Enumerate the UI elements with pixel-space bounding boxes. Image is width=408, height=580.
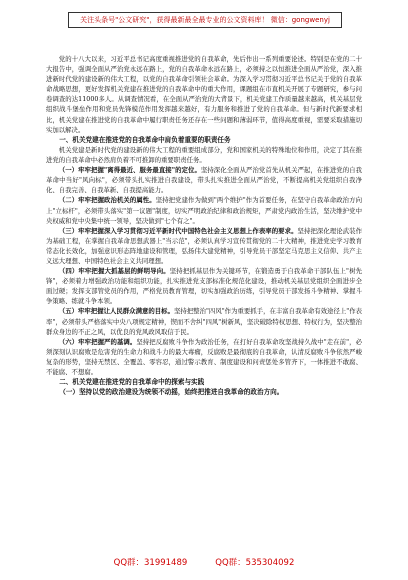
section-heading: [46, 377, 362, 387]
paragraph-lead: （一）牢牢把握"离得最近、服务最直接"的定位。: [58, 166, 201, 175]
paragraph-text: 二、机关党建在推进党的自我革命中的探索与实践: [59, 378, 205, 387]
paragraph-text: 党的十八大以来，习近平总书记高度重视推进党的自我革命，先后作出一系列重要论述。特别是在党的二十大报告中，强调全面从严治党永远在路上，党的自我革命永远在路上，必须持之以恒推进全面从严治党，深入推进新时代党的建设新的伟大工程，以党的自我革命引领社会革命。为深入学习贯彻习近平总书记关于党的自我革命战略思想，更好发挥机关党建在推进党的自我革命中的重大作用，课题组在市直机关开展了专题研究，参与问卷调查的达11000多人。从调查情况看，在全面从严治党的大背景下，机关党建工作质量越来越高，机关基层党组织战斗堡垒作用和党员先锋模范作用发挥越来越好，有力服务和推进了党的自我革命。但与新时代新要求相比，机关党建在推进党的自我革命中履行职责任务还存在一些问题和薄弱环节，值得高度重视，需要采取措施切实加以解决。: [46, 55, 362, 134]
paragraph-lead: （四）牢牢把握大抓基层的鲜明导向。: [58, 267, 170, 276]
paragraph-text: 坚持把党建作为做到"两个维护"作为首要任务，在坚守自我革命政治方向上"立标杆"，必须带头落实"第一议题"制度，切实严明政治纪律和政治规矩，严肃党内政治生活，坚决维护党中央权威和党中央集中统一领导，坚决做到"七个有之"。: [46, 196, 362, 225]
body-paragraph: [46, 266, 362, 306]
qq-group-2: QQ群：535304092: [215, 558, 295, 568]
paragraph-text: 坚持把整治"四风"作为重要抓手，在丰富自我革命有效途径上"作表率"，必须带头严格落实中央八项规定精神，锲而不舍纠"四风"树新风，坚决破除特权思想、特权行为，坚决整治群众身边的不正之风，以优良的党风政风取信于民。: [46, 307, 362, 336]
body-paragraph: [46, 337, 362, 377]
paragraph-text: 坚持把深化理论武装作为基础工程，在掌握自我革命思想武器上"当示范"，必须认真学习宣传贯彻党的二十大精神，推进党史学习教育常态化长效化，加强意识形态阵地建设和管理，弘扬伟大建党精神，引导党员干部坚定马克思主义信仰、共产主义远大理想、中国特色社会主义共同理想。: [46, 226, 363, 265]
paragraph-lead: （六）牢牢把握严的基调。: [58, 337, 137, 346]
paragraph-text: 机关党建是新时代党的建设新的伟大工程的重要组成部分，党和国家机关的特殊地位和作用，决定了其在推进党的自我革命中必然肩负着不可推卸的重要职责任务。: [46, 145, 362, 165]
body-paragraph: [46, 145, 362, 165]
page-footer: [0, 556, 408, 568]
paragraph-text: 坚持把反腐败斗争作为政治任务，在打好自我革命攻坚战持久战中"走在前"，必须深刻认识腐败是危害党的生命力和战斗力的最大毒瘤，反腐败是最彻底的自我革命，认清反腐败斗争依然严峻复杂的形势，坚持无禁区、全覆盖、零容忍，通过警示教育、制度建设和问责惩处多管齐下，一体推进不敢腐、不能腐、不想腐。: [46, 337, 362, 377]
paragraph-lead: （三）牢牢把握深入学习贯彻习近平新时代中国特色社会主义思想上作表率的要求。: [58, 226, 298, 235]
paragraph-text: 一、机关党建在推进党的自我革命中肩负着重要的职责任务: [59, 135, 231, 144]
paragraph-text: 坚持深化全面从严治党首先从机关严起，在推进党的自我革命中当好"风向标"，必须带头扎实推进自我建设，带头扎实推进全面从严治党，不断提高机关党组织自我净化、自我完善、自我革新、自我提高能力。: [46, 166, 362, 195]
paragraph-text: （一）坚持以党的政治建设为统领不动摇，始终把推进自我革命的政治方向。: [59, 388, 284, 397]
paragraph-lead: （五）牢牢把握让人民群众满意的目标。: [58, 307, 174, 316]
document-body: [46, 54, 362, 398]
paragraph-text: 坚持把抓基层作为关键环节，在锻造勇于自我革命干部队伍上"树先锋"，必须着力增强政治功能和组织功能，扎实推进党支部标准化规范化建设，推动机关基层党组织全面进步全面过硬；发挥支部管党员的作用，严格党员教育管理，切实加强政治历练，引导党员干部发扬斗争精神、掌握斗争策略、练就斗争本领。: [46, 267, 362, 306]
promo-banner: 关注头条号"公文研究"，获得最新最全最专业的公文资料库！ 微信：gongwenyj: [68, 12, 342, 28]
section-heading: [46, 135, 362, 145]
body-paragraph: [46, 54, 362, 135]
paragraph-lead: （二）牢牢把握政治机关的属性。: [58, 196, 156, 205]
body-paragraph: [46, 226, 362, 266]
body-paragraph: [46, 306, 362, 336]
body-paragraph: [46, 195, 362, 225]
body-paragraph: [46, 165, 362, 195]
section-heading: [46, 387, 362, 397]
qq-group-1: QQ群：31991489: [113, 558, 188, 568]
